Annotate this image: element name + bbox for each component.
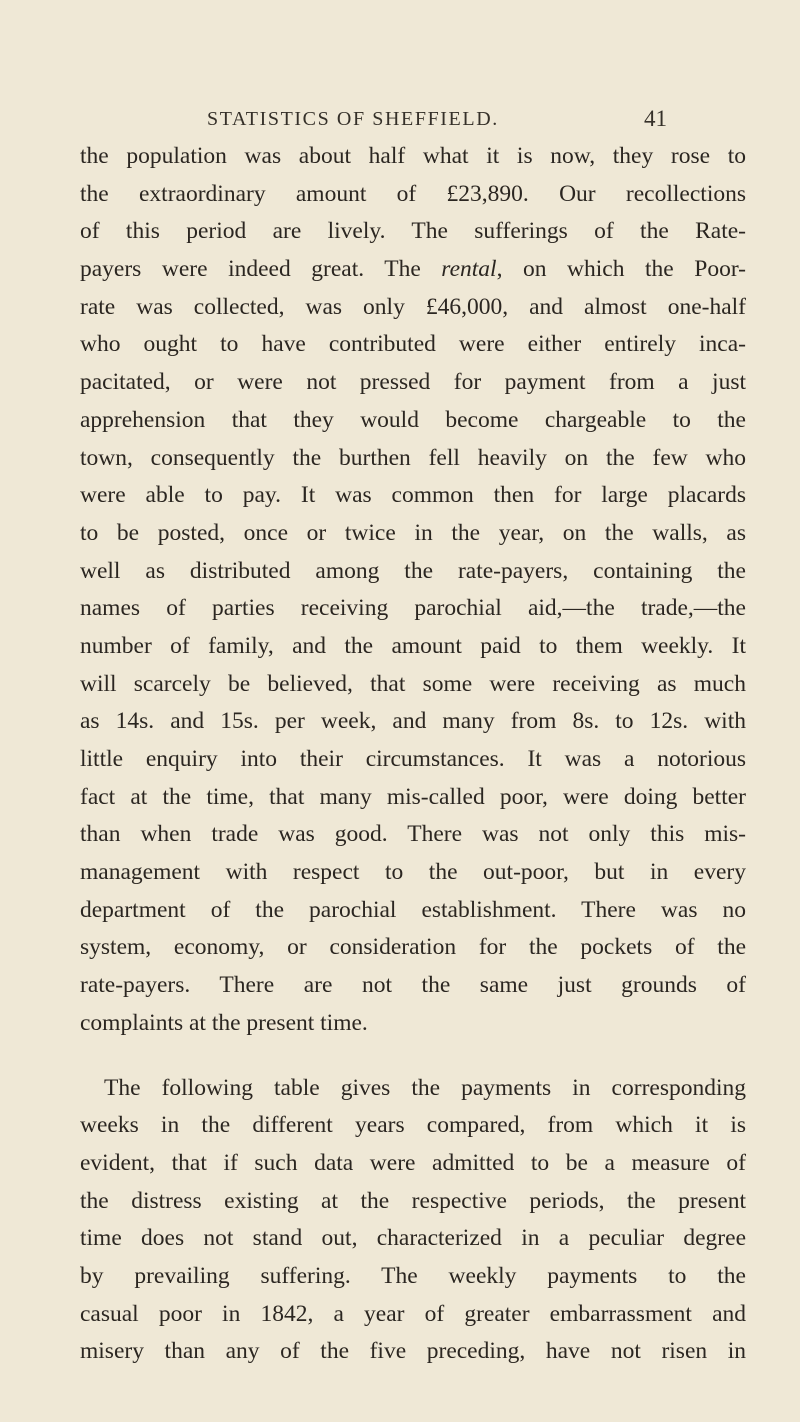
text-line: well as distributed among the rate-payers, containing the	[80, 557, 746, 584]
text-line: management with respect to the out-poor, but in every	[80, 859, 746, 886]
text-line: department of the parochial establishment. There was no	[80, 896, 746, 923]
text-line: rate-payers. There are not the same just grounds of	[80, 972, 746, 999]
text-line: by prevailing suffering. The weekly payments to the	[80, 1262, 746, 1289]
text-line	[80, 251, 746, 289]
paragraph	[80, 1070, 746, 1372]
text-line: the distress existing at the respective periods, the present	[80, 1187, 746, 1214]
body-text	[80, 138, 746, 1371]
text-line: as 14s. and 15s. per week, and many from 8s. to 12s. with	[80, 708, 746, 735]
text-line: The following table gives the payments in corresponding	[104, 1074, 746, 1101]
paragraph	[80, 138, 746, 1043]
text-line: town, consequently the burthen fell heavily on the few who	[80, 444, 746, 471]
text-line: casual poor in 1842, a year of greater embarrassment and	[80, 1300, 746, 1327]
text-line: rate was collected, was only £46,000, and almost one-half	[80, 293, 746, 320]
text-line: the population was about half what it is now, they rose to	[80, 143, 746, 169]
text-line: names of parties receiving parochial aid,—the trade,—the	[80, 595, 746, 622]
text-line: time does not stand out, characterized in a peculiar degree	[80, 1225, 746, 1252]
text-line: evident, that if such data were admitted to be a measure of	[80, 1149, 746, 1176]
text-line: than when trade was good. There was not only this mis-	[80, 821, 746, 848]
running-head	[0, 108, 800, 138]
text-line: system, economy, or consideration for the pockets of the	[80, 934, 746, 961]
page-number: 41	[644, 106, 667, 131]
text-line: complaints at the present time.	[80, 1009, 368, 1036]
text-line: little enquiry into their circumstances. It was a notorious	[80, 746, 746, 772]
italic-word: rental	[441, 256, 497, 283]
text-line: weeks in the different years compared, from which it is	[80, 1112, 746, 1139]
text-line: who ought to have contributed were either entirely inca-	[80, 331, 746, 358]
text-line: were able to pay. It was common then for large placards	[80, 482, 746, 509]
text-line: will scarcely be believed, that some were receiving as much	[80, 670, 746, 697]
text-line: apprehension that they would become chargeable to the	[80, 406, 746, 433]
text-segment: , on which the Poor-	[496, 256, 746, 283]
text-line: pacitated, or were not pressed for payment from a just	[80, 369, 746, 396]
text-line: number of family, and the amount paid to them weekly. It	[80, 632, 746, 659]
paragraph-gap	[80, 1043, 746, 1070]
text-segment: payers were indeed great. The	[80, 256, 421, 283]
text-line: misery than any of the five preceding, have not risen in	[80, 1338, 746, 1365]
text-line: to be posted, once or twice in the year, on the walls, as	[80, 519, 746, 546]
text-line: the extraordinary amount of £23,890. Our recollections	[80, 180, 746, 207]
running-title: STATISTICS OF SHEFFIELD.	[207, 108, 499, 130]
text-line: fact at the time, that many mis-called poor, were doing better	[80, 783, 746, 810]
text-line: of this period are lively. The sufferings of the Rate-	[80, 218, 746, 245]
